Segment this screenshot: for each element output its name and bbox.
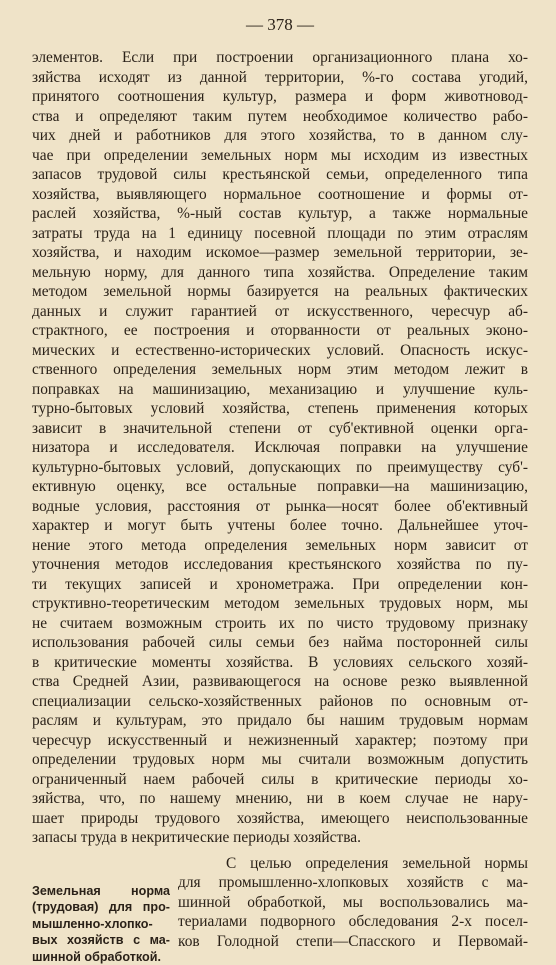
text-line: чае при определении земельных норм мы исходим из известных — [32, 146, 528, 166]
margin-note-line: шинной обработкой. — [32, 949, 170, 965]
margin-note-line: мышленно-хлопко- — [32, 916, 170, 933]
text-line: принятого соотношения культур, размера и форм животновод- — [32, 87, 528, 107]
text-line: хозяйства, и находим искомое—размер земельной территории, зе- — [32, 243, 528, 263]
text-line: в критические моменты хозяйства. В условиях сельского хозяй- — [32, 653, 528, 673]
text-line: С целью определения земельной нормы — [178, 854, 528, 874]
text-line: элементов. Если при построении организационного плана хо- — [32, 48, 528, 68]
text-line: ков Голодной степи—Спасского и Первомай- — [178, 932, 528, 952]
text-line: специализации сельско-хозяйственных районов по основным от- — [32, 692, 528, 712]
text-line: ограниченный наем рабочей силы в критические периоды хо- — [32, 770, 528, 790]
text-line: уточнения методов исследования крестьянского хозяйства по пу- — [32, 555, 528, 575]
text-line: страктного, ее построения и оторванности от реальных эконо- — [32, 321, 528, 341]
margin-note-line: (трудовая) для про- — [32, 899, 170, 916]
page-number: — 378 — — [32, 14, 528, 36]
text-line: для промышленно-хлопковых хозяйств с ма- — [178, 873, 528, 893]
text-line: низатора и исследователя. Исключая поправки на улучшение — [32, 438, 528, 458]
text-line: характер и могут быть учтены более точно. Дальнейшее уточ- — [32, 516, 528, 536]
text-line: хозяйства, выявляющего нормальное соотношение и формы от- — [32, 185, 528, 205]
text-line: чих дней и работников для этого хозяйства, то в данном слу- — [32, 126, 528, 146]
text-line: данных и служит гарантией от искусственного, чересчур аб- — [32, 302, 528, 322]
text-line: ти текущих записей и хронометража. При определении кон- — [32, 575, 528, 595]
text-line: териалами подворного обследования 2-х посел- — [178, 912, 528, 932]
text-line: раслям и культурам, это придало бы нашим трудовым нормам — [32, 711, 528, 731]
text-line: культурно-бытовых условий, допускающих по преимуществу суб'- — [32, 458, 528, 478]
text-line: запасы труда в некритические периоды хозяйства. — [32, 828, 528, 848]
text-line: ства и определяют таким путем необходимое количество рабо- — [32, 107, 528, 127]
text-line: зяйства исходят из данной территории, %-го состава угодий, — [32, 68, 528, 88]
text-line: затраты труда на 1 единицу посевной площади по этим отраслям — [32, 224, 528, 244]
text-line: турно-бытовых условий хозяйства, степень применения которых — [32, 399, 528, 419]
text-line: ективную оценку, все остальные поправки—на машинизацию, — [32, 477, 528, 497]
text-line: не считаем возможным строить их по чисто трудовому признаку — [32, 614, 528, 634]
new-paragraph — [178, 854, 528, 965]
text-line: ства Средней Азии, развивающегося на основе резко выявленной — [32, 672, 528, 692]
margin-note — [32, 854, 178, 965]
text-line: определении трудовых норм мы считали возможным допустить — [32, 750, 528, 770]
text-line: водные условия, расстояния от рынка—носят более об'ективный — [32, 497, 528, 517]
text-line: шинной обработкой, мы воспользовались ма- — [178, 893, 528, 913]
margin-note-line: вых хозяйств с ма- — [32, 932, 170, 949]
text-line: зависит в значительной степени от суб'ективной оценки орга- — [32, 419, 528, 439]
main-paragraph — [32, 48, 528, 848]
text-line: шает природы трудового хозяйства, имеющего неиспользованные — [32, 809, 528, 829]
text-line: запасов трудовой силы крестьянской семьи, определенного типа — [32, 165, 528, 185]
section-with-side-note — [32, 854, 528, 965]
text-line: раслей хозяйства, %-ный состав культур, а также нормальные — [32, 204, 528, 224]
text-line: нение этого метода определения земельных норм зависит от — [32, 536, 528, 556]
margin-note-line: Земельная норма — [32, 883, 170, 900]
text-line: поправках на машинизацию, механизацию и улучшение куль- — [32, 380, 528, 400]
text-line: методом земельной нормы базируется на реальных фактических — [32, 282, 528, 302]
text-line: зяйства, что, по нашему мнению, ни в коем случае не нару- — [32, 789, 528, 809]
text-line: чересчур искусственный и нежизненный характер; поэтому при — [32, 731, 528, 751]
text-line: мельную норму, для данного типа хозяйства. Определение таким — [32, 263, 528, 283]
text-line: мических и естественно-исторических условий. Опасность искус- — [32, 341, 528, 361]
text-line: структивно-теоретическим методом земельных трудовых норм, мы — [32, 594, 528, 614]
text-line: ственного определения земельных норм этим методом лежит в — [32, 360, 528, 380]
text-line: использования рабочей силы семьи без найма посторонней силы — [32, 633, 528, 653]
